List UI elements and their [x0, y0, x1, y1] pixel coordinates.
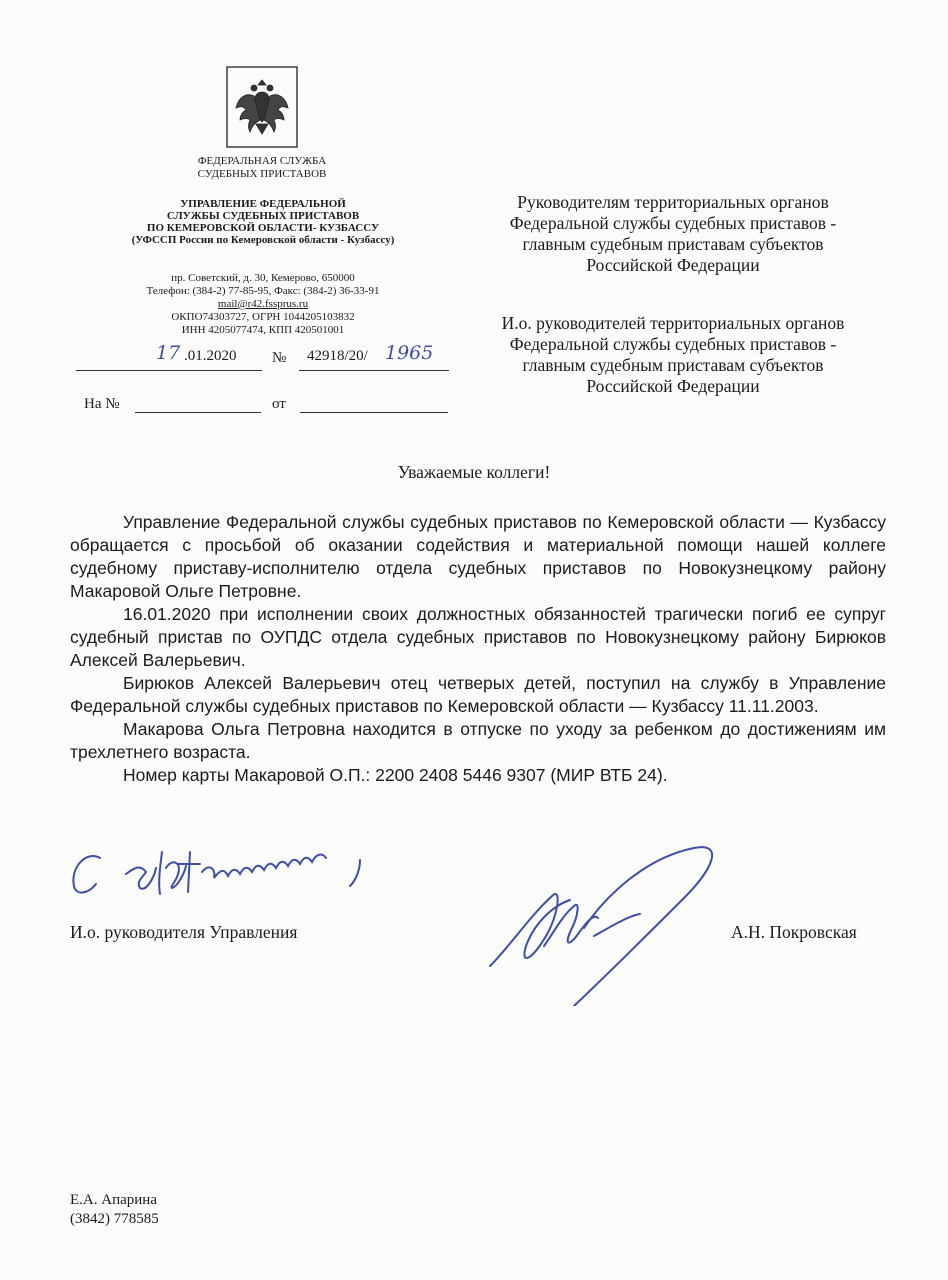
signer-position: И.о. руководителя Управления	[70, 922, 298, 942]
ref-number-line	[135, 412, 261, 413]
addressee-1-line-1: Руководителям территориальных органов	[517, 192, 829, 212]
addressee-2-line-4: Российской Федерации	[586, 376, 760, 396]
handwritten-regards-image	[68, 838, 368, 908]
letter-body	[70, 511, 886, 787]
paragraph-1: Управление Федеральной службы судебных приставов по Кемеровской области — Кузбассу обращается с просьбой об оказании содействия и материальной помощи нашей коллеге судебному приставу-исполнителю отдела судебных приставов по Новокузнецкому району Макаровой Ольге Петровне.	[70, 512, 886, 601]
ref-number-label: На №	[84, 396, 120, 412]
service-line-1: ФЕДЕРАЛЬНАЯ СЛУЖБА	[197, 155, 327, 167]
department-line-4: (УФССП России по Кемеровской области - Кузбассу)	[131, 234, 395, 246]
ref-from-label: от	[272, 396, 286, 412]
addressee-1-line-3: главным судебным приставам субъектов	[522, 234, 824, 254]
paragraph-2: 16.01.2020 при исполнении своих должностных обязанностей трагически погиб ее супруг судебный пристав по ОУПДС отдела судебных приставов по Новокузнецкому району Бирюков Алексей Валерьевич.	[70, 604, 886, 670]
number-printed: 42918/20/	[307, 348, 368, 364]
number-sign: №	[272, 350, 287, 366]
service-name	[150, 155, 374, 181]
address: пр. Советский, д. 30, Кемерово, 650000	[171, 272, 355, 284]
signer-name: А.Н. Покровская	[731, 922, 857, 942]
department-line-2: СЛУЖБЫ СУДЕБНЫХ ПРИСТАВОВ	[166, 210, 360, 222]
number-handwritten: 1965	[385, 342, 434, 364]
department-line-1: УПРАВЛЕНИЕ ФЕДЕРАЛЬНОЙ	[180, 198, 346, 210]
addressee-2-line-2: Федеральной службы судебных приставов -	[509, 334, 837, 354]
paragraph-4: Макарова Ольга Петровна находится в отпуске по уходу за ребенком до достижениям им трехлетнего возраста.	[70, 719, 886, 762]
addressee-2-line-3: главным судебным приставам субъектов	[522, 355, 824, 375]
email-link[interactable]: mail@r42.fssprus.ru	[217, 298, 309, 310]
department-name	[108, 198, 418, 246]
addressee-block-2	[458, 313, 888, 397]
signature-image	[484, 836, 784, 1006]
date-line	[76, 342, 262, 371]
greeting: Уважаемые коллеги!	[397, 462, 551, 482]
addressee-block-1	[458, 192, 888, 276]
department-line-3: ПО КЕМЕРОВСКОЙ ОБЛАСТИ- КУЗБАССУ	[146, 222, 380, 234]
executor-name: Е.А. Апарина	[70, 1192, 157, 1208]
service-line-2: СУДЕБНЫХ ПРИСТАВОВ	[197, 168, 327, 180]
coat-of-arms-emblem-icon	[226, 66, 298, 148]
date-printed: .01.2020	[184, 348, 237, 364]
okpo-ogrn: ОКПО74303727, ОГРН 1044205103832	[171, 311, 355, 323]
date-handwritten: 17	[156, 342, 181, 364]
executor-info	[70, 1191, 159, 1229]
inn-kpp: ИНН 4205077474, КПП 420501001	[181, 324, 345, 336]
executor-phone: (3842) 778585	[70, 1211, 159, 1227]
phone-fax: Телефон: (384-2) 77-85-95, Факс: (384-2) 36-33-91	[146, 285, 380, 297]
number-line	[299, 342, 449, 371]
addressee-2-line-1: И.о. руководителей территориальных органов	[501, 313, 845, 333]
addressee-1-line-2: Федеральной службы судебных приставов -	[509, 213, 837, 233]
addressee-1-line-4: Российской Федерации	[586, 255, 760, 275]
department-contacts	[108, 272, 418, 337]
paragraph-3: Бирюков Алексей Валерьевич отец четверых детей, поступил на службу в Управление Федеральной службы судебных приставов по Кемеровской области — Кузбассу 11.11.2003.	[70, 673, 886, 716]
paragraph-5: Номер карты Макаровой О.П.: 2200 2408 5446 9307 (МИР ВТБ 24).	[123, 765, 668, 785]
ref-from-line	[300, 412, 448, 413]
